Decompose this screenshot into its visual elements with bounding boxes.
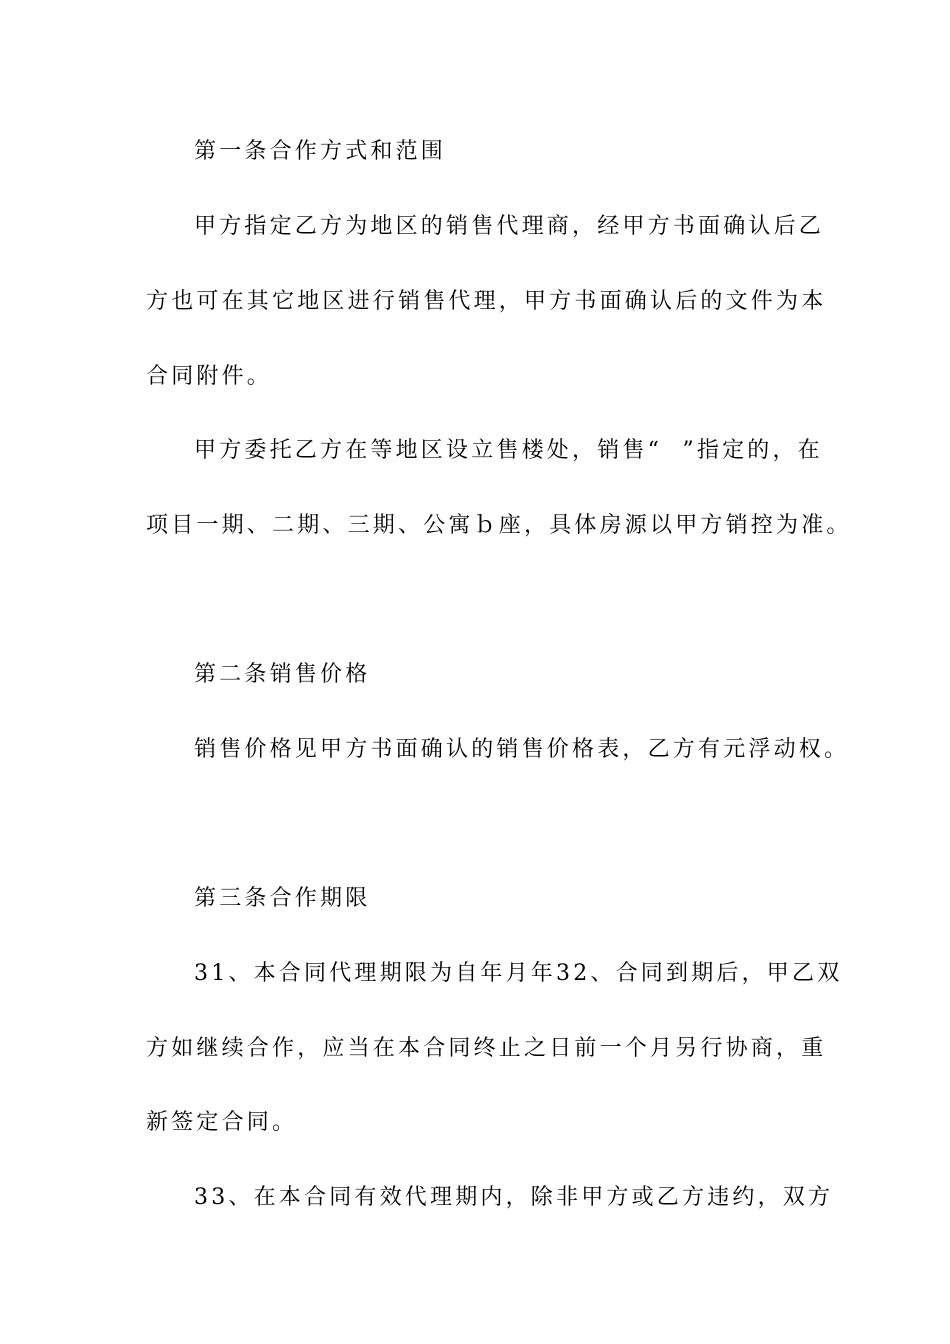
section-1-para-2-line-1: 甲方委托乙方在等地区设立售楼处，销售“ ”指定的，在 [194, 438, 823, 463]
section-3-heading: 第三条合作期限 [194, 886, 371, 911]
section-3-para-1-line-1: 31、本合同代理期限为自年月年32、合同到期后，甲乙双 [194, 961, 843, 986]
section-3-para-1-line-2: 方如继续合作，应当在本合同终止之日前一个月另行协商，重 [146, 1036, 827, 1061]
section-3-para-2-line-1: 33、在本合同有效代理期内，除非甲方或乙方违约，双方 [194, 1185, 834, 1210]
section-1-para-1-line-3: 合同附件。 [146, 364, 273, 389]
section-1-heading: 第一条合作方式和范围 [194, 139, 447, 164]
section-3-para-1-line-3: 新签定合同。 [146, 1110, 298, 1135]
section-1-para-1-line-1: 甲方指定乙方为地区的销售代理商，经甲方书面确认后乙 [194, 214, 825, 239]
section-2-heading: 第二条销售价格 [194, 662, 371, 687]
section-1-para-1-line-2: 方也可在其它地区进行销售代理，甲方书面确认后的文件为本 [146, 289, 827, 314]
section-2-para-1-line-1: 销售价格见甲方书面确认的销售价格表，乙方有元浮动权。 [194, 737, 850, 762]
section-1-para-2-line-2: 项目一期、二期、三期、公寓ｂ座，具体房源以甲方销控为准。 [146, 513, 852, 538]
